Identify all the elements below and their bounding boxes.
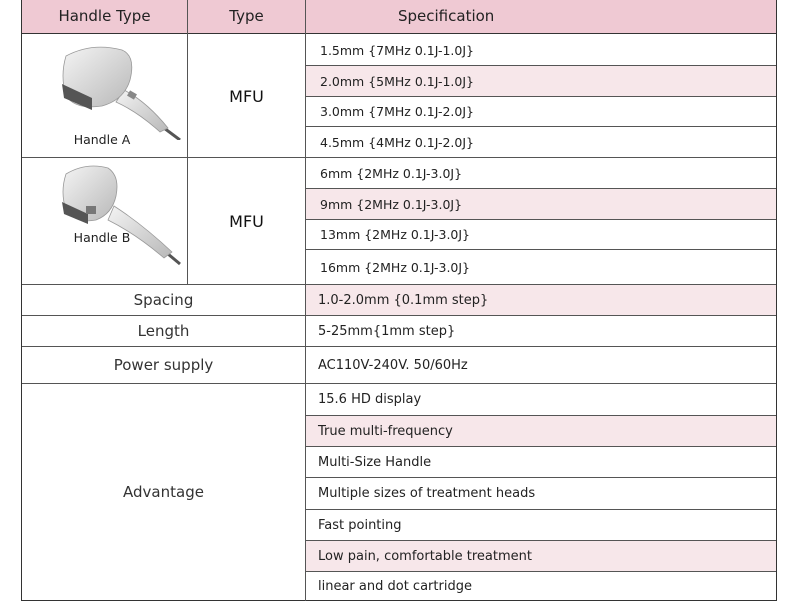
advantage-item: True multi-frequency bbox=[306, 416, 776, 446]
spec-item: 6mm {2MHz 0.1J-3.0J} bbox=[320, 165, 463, 181]
spec-item: 16mm {2MHz 0.1J-3.0J} bbox=[320, 259, 471, 275]
spec-table bbox=[21, 0, 777, 601]
row-label-spacing: Spacing bbox=[133, 291, 194, 309]
advantage-item: Low pain, comfortable treatment bbox=[306, 541, 776, 571]
row-label-length: Length bbox=[137, 322, 190, 340]
handle-a-type: MFU bbox=[229, 86, 264, 106]
header-type: Type bbox=[229, 7, 264, 25]
row-value-power-supply: AC110V-240V. 50/60Hz bbox=[318, 357, 468, 373]
row-label-power-supply: Power supply bbox=[113, 356, 214, 374]
ultrasound-handpiece-icon bbox=[52, 40, 182, 140]
row-label-advantage: Advantage bbox=[123, 483, 204, 501]
advantage-item: Multiple sizes of treatment heads bbox=[318, 486, 536, 501]
spec-item: 13mm {2MHz 0.1J-3.0J} bbox=[320, 227, 471, 242]
advantage-item: 15.6 HD display bbox=[318, 392, 422, 407]
handle-a-caption: Handle A bbox=[73, 132, 131, 147]
header-specification: Specification bbox=[398, 7, 495, 25]
ultrasound-handpiece-icon bbox=[58, 162, 182, 266]
row-value-length: 5-25mm{1mm step} bbox=[318, 323, 456, 339]
advantage-item: linear and dot cartridge bbox=[318, 578, 472, 594]
spec-item: 1.5mm {7MHz 0.1J-1.0J} bbox=[320, 42, 474, 58]
spec-item: 9mm {2MHz 0.1J-3.0J} bbox=[306, 189, 776, 219]
spec-item: 3.0mm {7MHz 0.1J-2.0J} bbox=[320, 104, 474, 119]
handle-b-type: MFU bbox=[229, 211, 264, 231]
spec-item: 4.5mm {4MHz 0.1J-2.0J} bbox=[320, 134, 474, 150]
handle-b-caption: Handle B bbox=[73, 230, 131, 245]
row-value-spacing: 1.0-2.0mm {0.1mm step} bbox=[306, 285, 776, 315]
advantage-item: Multi-Size Handle bbox=[318, 454, 432, 470]
table-header bbox=[22, 0, 776, 34]
advantage-item: Fast pointing bbox=[318, 517, 402, 533]
header-handle-type: Handle Type bbox=[58, 7, 151, 25]
spec-item: 2.0mm {5MHz 0.1J-1.0J} bbox=[306, 66, 776, 96]
